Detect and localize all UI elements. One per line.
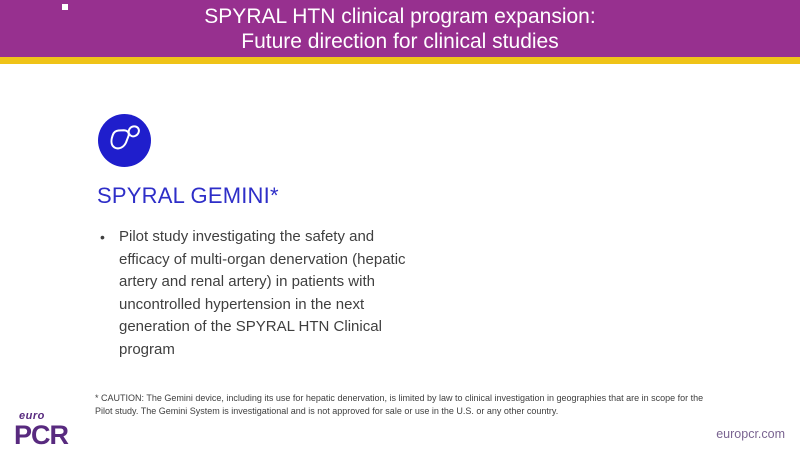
slide-header (0, 0, 800, 57)
bullet-text-line: artery and renal artery) in patients with (119, 273, 375, 290)
europcr-logo (14, 410, 69, 450)
bullet-text-line: generation of the SPYRAL HTN Clinical (119, 318, 382, 335)
europcr-logo-pcr-text: PCR (14, 420, 69, 450)
website-link[interactable]: europcr.com (716, 427, 785, 441)
slide-artifact-dot (62, 4, 68, 10)
bullet-text-line: uncontrolled hypertension in the next (119, 295, 365, 313)
accent-bar (0, 57, 800, 64)
bullet-item (100, 226, 406, 361)
footnote-line: * CAUTION: The Gemini device, including its use for hepatic denervation, is limited by law to clinical investigation in geographies that are in scope for the (95, 393, 704, 403)
liver-organ-icon (98, 114, 151, 167)
slide-title-line2: Future direction for clinical studies (241, 29, 559, 53)
bullet-glyph: • (100, 229, 105, 245)
footnote-line: Pilot study. The Gemini System is investigational and is not approved for sale or use in the U.S. or any other country. (95, 406, 559, 416)
icon-circle-background (98, 114, 151, 167)
bullet-text-line: efficacy of multi-organ denervation (hepatic (119, 250, 406, 268)
bullet-text-line: program (119, 340, 175, 358)
slide-title-line1: SPYRAL HTN clinical program expansion: (204, 4, 596, 28)
section-heading: SPYRAL GEMINI* (97, 183, 279, 208)
europcr-logo-euro-text: euro (19, 410, 45, 422)
bullet-text (119, 226, 406, 361)
bullet-text-line: Pilot study investigating the safety and (119, 228, 375, 245)
footnote (95, 392, 703, 418)
